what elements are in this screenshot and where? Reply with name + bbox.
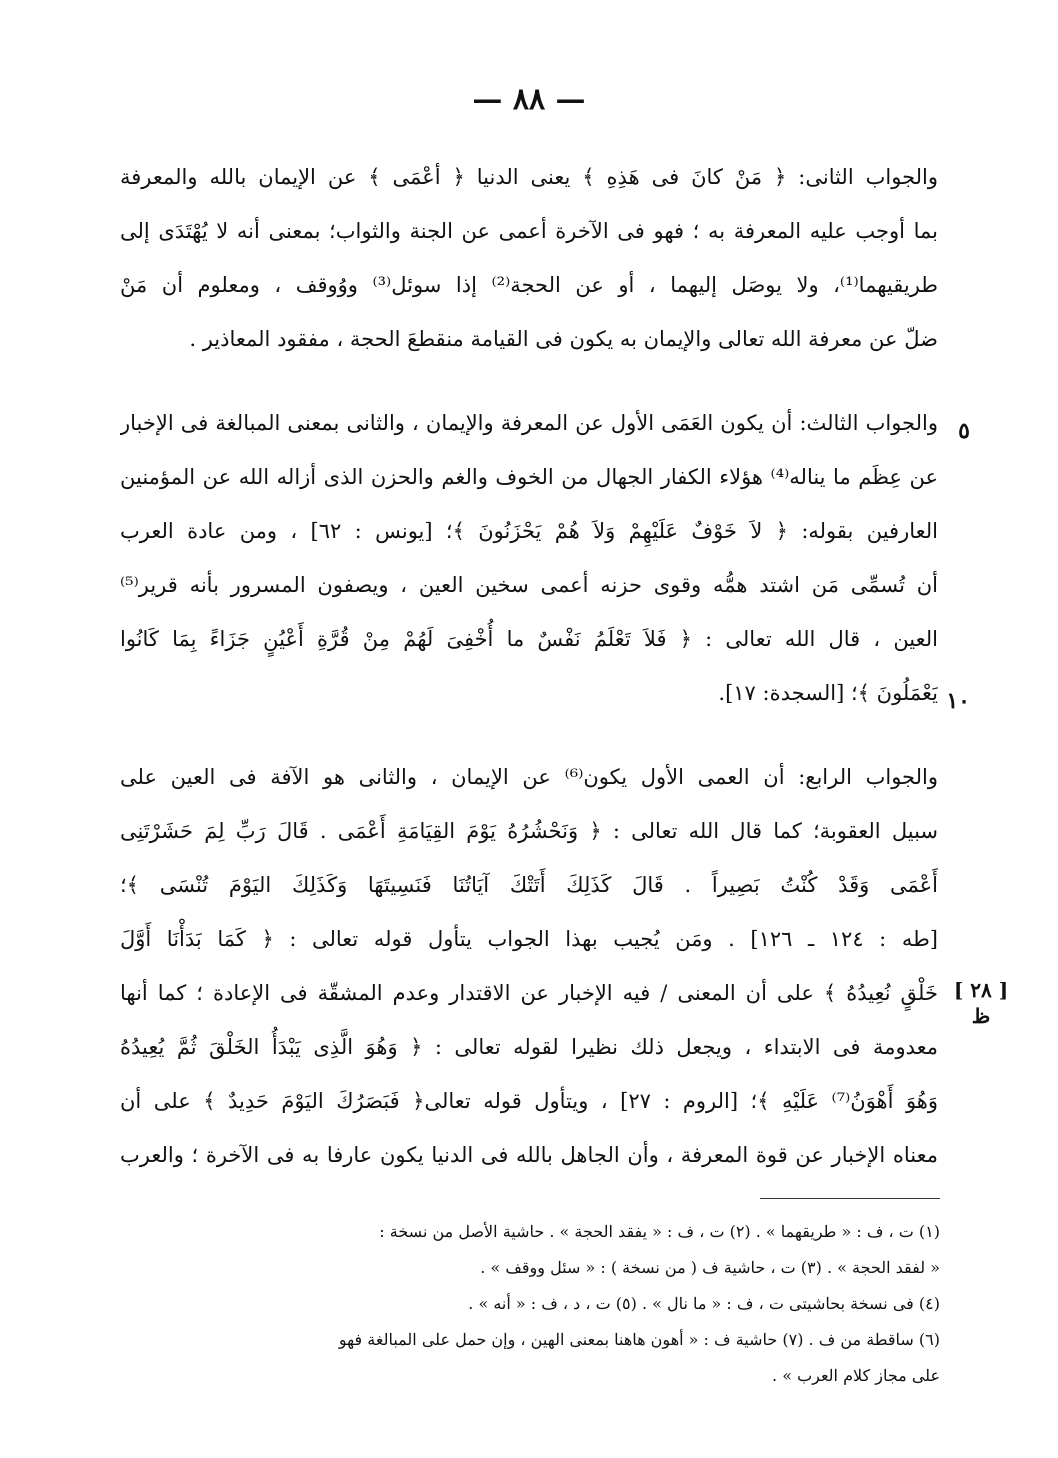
paragraph-fourth-answer (120, 750, 938, 1182)
line-number-10: ١٠ (946, 688, 970, 714)
paragraph-second-answer (120, 150, 938, 366)
text-line: عن عِظَم ما يناله⁽⁴⁾ هؤلاء الكفار الجهال من الخوف والغم والحزن الذى أزاله الله عن المؤمنين (120, 465, 938, 489)
text-line: أن تُسمِّى مَن اشتد همُّه وقوى حزنه أعمى سخين العين ، ويصفون المسرور بأنه قرير⁽⁵⁾ (120, 573, 938, 597)
folio-number: [ ٢٨ ] (953, 978, 1009, 1002)
footnotes (118, 1214, 940, 1394)
text-line: العارفين بقوله: ﴿ لاَ خَوْفٌ عَلَيْهِمْ وَلاَ هُمْ يَحْزَنُونَ ﴾؛ [يونس : ٦٢] ، ومن عادة العرب (120, 519, 938, 543)
text-line: معناه الإخبار عن قوة المعرفة ، وأن الجاهل بالله فى الدنيا يكون عارفا به فى الآخرة ؛ والعرب (120, 1143, 938, 1167)
text-line: والجواب الرابع: أن العمى الأول يكون⁽⁶⁾ عن الإيمان ، والثانى هو الآفة فى العين على (120, 765, 938, 789)
paragraph-third-answer (120, 396, 938, 720)
text-line: والجواب الثانى: ﴿ مَنْ كانَ فى هَذِهِ ﴾ يعنى الدنيا ﴿ أعْمَى ﴾ عن الإيمان بالله والمعرفة (120, 165, 938, 189)
footnote-line: (٤) فى نسخة بحاشيتى ت ، ف : « ما نال » . (٥) ت ، د ، ف : « أنه » . (468, 1294, 940, 1313)
text-line: وَهُوَ أَهْوَنُ⁽⁷⁾ عَلَيْهِ ﴾؛ [الروم : ٢٧] ، ويتأول قوله تعالى﴿ فَبَصَرُكَ اليَوْمَ حَدِيدٌ ﴾ على أن (120, 1089, 938, 1113)
text-line: طريقيهما⁽¹⁾، ولا يوصَل إليهما ، أو عن الحجة⁽²⁾ إذا سوئل⁽³⁾ ووُوقف ، ومعلوم أن مَنْ (120, 273, 938, 297)
text-line: أَعْمَى وَقَدْ كُنْتُ بَصِيراً . قَالَ كَذَلِكَ أَتَتْكَ آيَاتُنَا فَنَسِيتَهَا وَكَذَلِكَ اليَوْمَ تُنْسَى ﴾؛ (120, 873, 938, 897)
footnote-line: (٦) ساقطة من ف . (٧) حاشية ف : « أهون هاهنا بمعنى الهين ، وإن حمل على المبالغة فهو (338, 1330, 940, 1349)
manuscript-folio-mark (946, 977, 1016, 1029)
footnote-line: « لفقد الحجة » . (٣) ت ، حاشية ف ( من نسخة ) : « سئل ووقف » . (480, 1258, 940, 1277)
footnote-divider (760, 1198, 940, 1199)
text-line: يَعْمَلُونَ ﴾؛ [السجدة: ١٧]. (718, 681, 938, 705)
page-number: — ٨٨ — (472, 82, 586, 117)
text-line: [طه : ١٢٤ ـ ١٢٦] . ومَن يُجيب بهذا الجواب يتأول قوله تعالى : ﴿ كَمَا بَدَأْنَا أَوَّلَ (120, 927, 938, 951)
text-line: سبيل العقوبة؛ كما قال الله تعالى : ﴿ وَنَحْشُرُهُ يَوْمَ القِيَامَةِ أَعْمَى . قَالَ رَبِّ لِمَ حَشَرْتَنِى (120, 819, 938, 843)
text-line: ضلّ عن معرفة الله تعالى والإيمان به يكون فى القيامة منقطعَ الحجة ، مفقود المعاذير . (189, 327, 938, 351)
text-line: معدومة فى الابتداء ، ويجعل ذلك نظيرا لقوله تعالى : ﴿ وَهُوَ الَّذِى يَبْدَأُ الخَلْقَ ثُمَّ يُعِيدُهُ (120, 1035, 938, 1059)
line-number-5: ٥ (958, 418, 970, 444)
folio-side: ظ (971, 1004, 991, 1028)
text-line: بما أوجب عليه المعرفة به ؛ فهو فى الآخرة أعمى عن الجنة والثواب؛ بمعنى أنه لا يُهْتَدَى إلى (120, 219, 938, 243)
text-line: العين ، قال الله تعالى : ﴿ فَلاَ تَعْلَمُ نَفْسٌ ما أُخْفِىَ لَهُمْ مِنْ قُرَّةِ أَعْيُنٍ جَزَاءً بِمَا كَانُوا (120, 627, 938, 651)
text-line: والجواب الثالث: أن يكون العَمَى الأول عن المعرفة والإيمان ، والثانى بمعنى المبالغة فى الإخبار (120, 411, 938, 435)
text-line: خَلْقٍ نُعِيدُهُ ﴾ على أن المعنى / فيه الإخبار عن الاقتدار وعدم المشقّة فى الإعادة ؛ كما أنها (120, 981, 938, 1005)
body-text (120, 150, 938, 1212)
footnote-line: على مجاز كلام العرب » . (772, 1366, 940, 1385)
footnote-line: (١) ت ، ف : « طريقهما » . (٢) ت ، ف : « يفقد الحجة » . حاشية الأصل من نسخة : (379, 1222, 940, 1241)
